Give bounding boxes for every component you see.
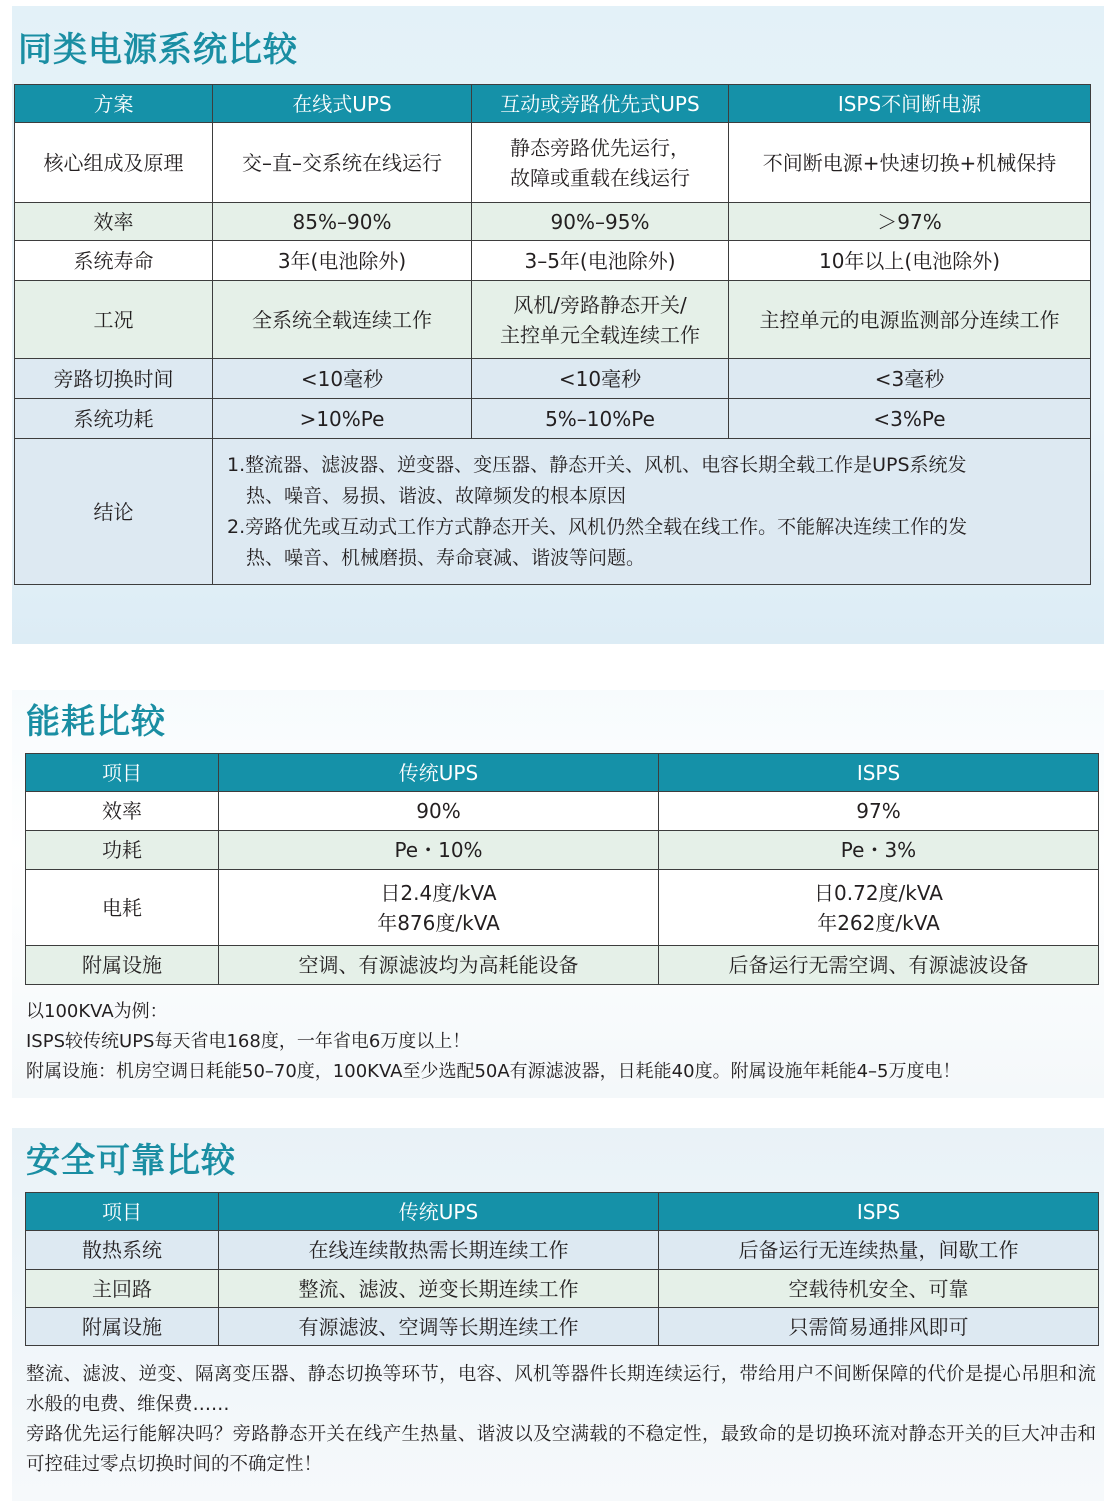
power-system-comparison-table (14, 84, 1091, 585)
header-isps: ISPS (659, 754, 1099, 792)
cell-online-ups: >10%Pe (213, 399, 472, 439)
energy-notes (26, 997, 960, 1087)
table-row (15, 399, 1091, 439)
header-item: 项目 (26, 754, 219, 792)
conclusion-line: 2.旁路优先或互动式工作方式静态开关、风机仍然全载在线工作。不能解决连续工作的发 (227, 515, 968, 538)
header-interactive-ups: 互动或旁路优先式UPS (472, 85, 729, 123)
note-line: 附属设施：机房空调日耗能50–70度，100KVA至少选配50A有源滤波器，日耗能40度。附属设施年耗能4–5万度电！ (26, 1061, 961, 1082)
table-header-row (15, 85, 1091, 123)
row-label: 核心组成及原理 (15, 123, 213, 203)
cell-interactive-ups: 静态旁路优先运行， 故障或重载在线运行 (472, 123, 729, 203)
cell-online-ups: 85%–90% (213, 203, 472, 241)
row-label: 附属设施 (26, 946, 219, 985)
header-traditional-ups: 传统UPS (219, 754, 659, 792)
safety-paragraph: 旁路优先运行能解决吗？旁路静态开关在线产生热量、谐波以及空满载的不稳定性，最致命的是切换环流对静态开关的巨大冲击和可控硅过零点切换时间的不确定性！ (26, 1424, 1096, 1475)
cell-interactive-ups: <10毫秒 (472, 359, 729, 399)
row-label: 主回路 (26, 1270, 219, 1308)
cell-isps: 10年以上(电池除外) (729, 241, 1091, 281)
row-label: 散热系统 (26, 1231, 219, 1270)
conclusion-row (15, 439, 1091, 585)
row-label: 系统寿命 (15, 241, 213, 281)
cell-online-ups: 全系统全载连续工作 (213, 281, 472, 359)
cell-isps: <3%Pe (729, 399, 1091, 439)
cell-online-ups: <10毫秒 (213, 359, 472, 399)
section-title-comparison: 同类电源系统比较 (18, 30, 298, 70)
cell-isps: 97% (659, 792, 1099, 831)
cell-traditional-ups: 日2.4度/kVA 年876度/kVA (219, 870, 659, 946)
cell-isps: 主控单元的电源监测部分连续工作 (729, 281, 1091, 359)
header-item: 项目 (26, 1193, 219, 1231)
cell-traditional-ups: Pe・10% (219, 831, 659, 870)
cell-interactive-ups: 5%–10%Pe (472, 399, 729, 439)
table-row (26, 831, 1099, 870)
cell-traditional-ups: 整流、滤波、逆变长期连续工作 (219, 1270, 659, 1308)
section-title-energy: 能耗比较 (26, 702, 166, 742)
header-scheme: 方案 (15, 85, 213, 123)
cell-traditional-ups: 在线连续散热需长期连续工作 (219, 1231, 659, 1270)
cell-online-ups: 交–直–交系统在线运行 (213, 123, 472, 203)
table-row (26, 792, 1099, 831)
header-isps: ISPS不间断电源 (729, 85, 1091, 123)
cell-interactive-ups: 90%–95% (472, 203, 729, 241)
cell-interactive-ups: 3–5年(电池除外) (472, 241, 729, 281)
row-label: 工况 (15, 281, 213, 359)
row-label: 效率 (26, 792, 219, 831)
row-label: 旁路切换时间 (15, 359, 213, 399)
row-label: 电耗 (26, 870, 219, 946)
cell-isps: 后备运行无连续热量，间歇工作 (659, 1231, 1099, 1270)
table-row (15, 241, 1091, 281)
conclusion-label: 结论 (15, 439, 213, 585)
cell-isps: 空载待机安全、可靠 (659, 1270, 1099, 1308)
cell-traditional-ups: 有源滤波、空调等长期连续工作 (219, 1308, 659, 1346)
table-row (26, 1308, 1099, 1346)
conclusion-line: 1.整流器、滤波器、逆变器、变压器、静态开关、风机、电容长期全载工作是UPS系统发 (227, 453, 967, 476)
header-traditional-ups: 传统UPS (219, 1193, 659, 1231)
table-row (15, 203, 1091, 241)
header-online-ups: 在线式UPS (213, 85, 472, 123)
table-row (26, 1231, 1099, 1270)
table-row (26, 870, 1099, 946)
cell-online-ups: 3年(电池除外) (213, 241, 472, 281)
table-row (26, 1270, 1099, 1308)
table-header-row (26, 754, 1099, 792)
note-line: ISPS较传统UPS每天省电168度，一年省电6万度以上！ (26, 1031, 471, 1052)
cell-isps: Pe・3% (659, 831, 1099, 870)
row-label: 系统功耗 (15, 399, 213, 439)
row-label: 功耗 (26, 831, 219, 870)
section-title-safety: 安全可靠比较 (26, 1141, 236, 1181)
row-label: 附属设施 (26, 1308, 219, 1346)
table-row (15, 281, 1091, 359)
cell-isps: ＞97% (729, 203, 1091, 241)
conclusion-text (213, 439, 1091, 585)
cell-isps: 后备运行无需空调、有源滤波设备 (659, 946, 1099, 985)
row-label: 效率 (15, 203, 213, 241)
conclusion-line: 热、噪音、机械磨损、寿命衰减、谐波等问题。 (227, 546, 646, 569)
safety-paragraph: 整流、滤波、逆变、隔离变压器、静态切换等环节，电容、风机等器件长期连续运行，带给用户不间断保障的代价是提心吊胆和流水般的电费、维保费…… (26, 1364, 1096, 1415)
table-header-row (26, 1193, 1099, 1231)
cell-traditional-ups: 空调、有源滤波均为高耗能设备 (219, 946, 659, 985)
conclusion-line: 热、噪音、易损、谐波、故障频发的根本原因 (227, 484, 627, 507)
table-row (15, 123, 1091, 203)
energy-comparison-table (25, 753, 1099, 985)
table-row (15, 359, 1091, 399)
cell-isps: 日0.72度/kVA 年262度/kVA (659, 870, 1099, 946)
cell-traditional-ups: 90% (219, 792, 659, 831)
cell-interactive-ups: 风机/旁路静态开关/ 主控单元全载连续工作 (472, 281, 729, 359)
cell-isps: 只需简易通排风即可 (659, 1308, 1099, 1346)
safety-comparison-table (25, 1192, 1099, 1346)
cell-isps: <3毫秒 (729, 359, 1091, 399)
table-row (26, 946, 1099, 985)
note-line: 以100KVA为例： (26, 1001, 168, 1022)
cell-isps: 不间断电源+快速切换+机械保持 (729, 123, 1091, 203)
header-isps: ISPS (659, 1193, 1099, 1231)
